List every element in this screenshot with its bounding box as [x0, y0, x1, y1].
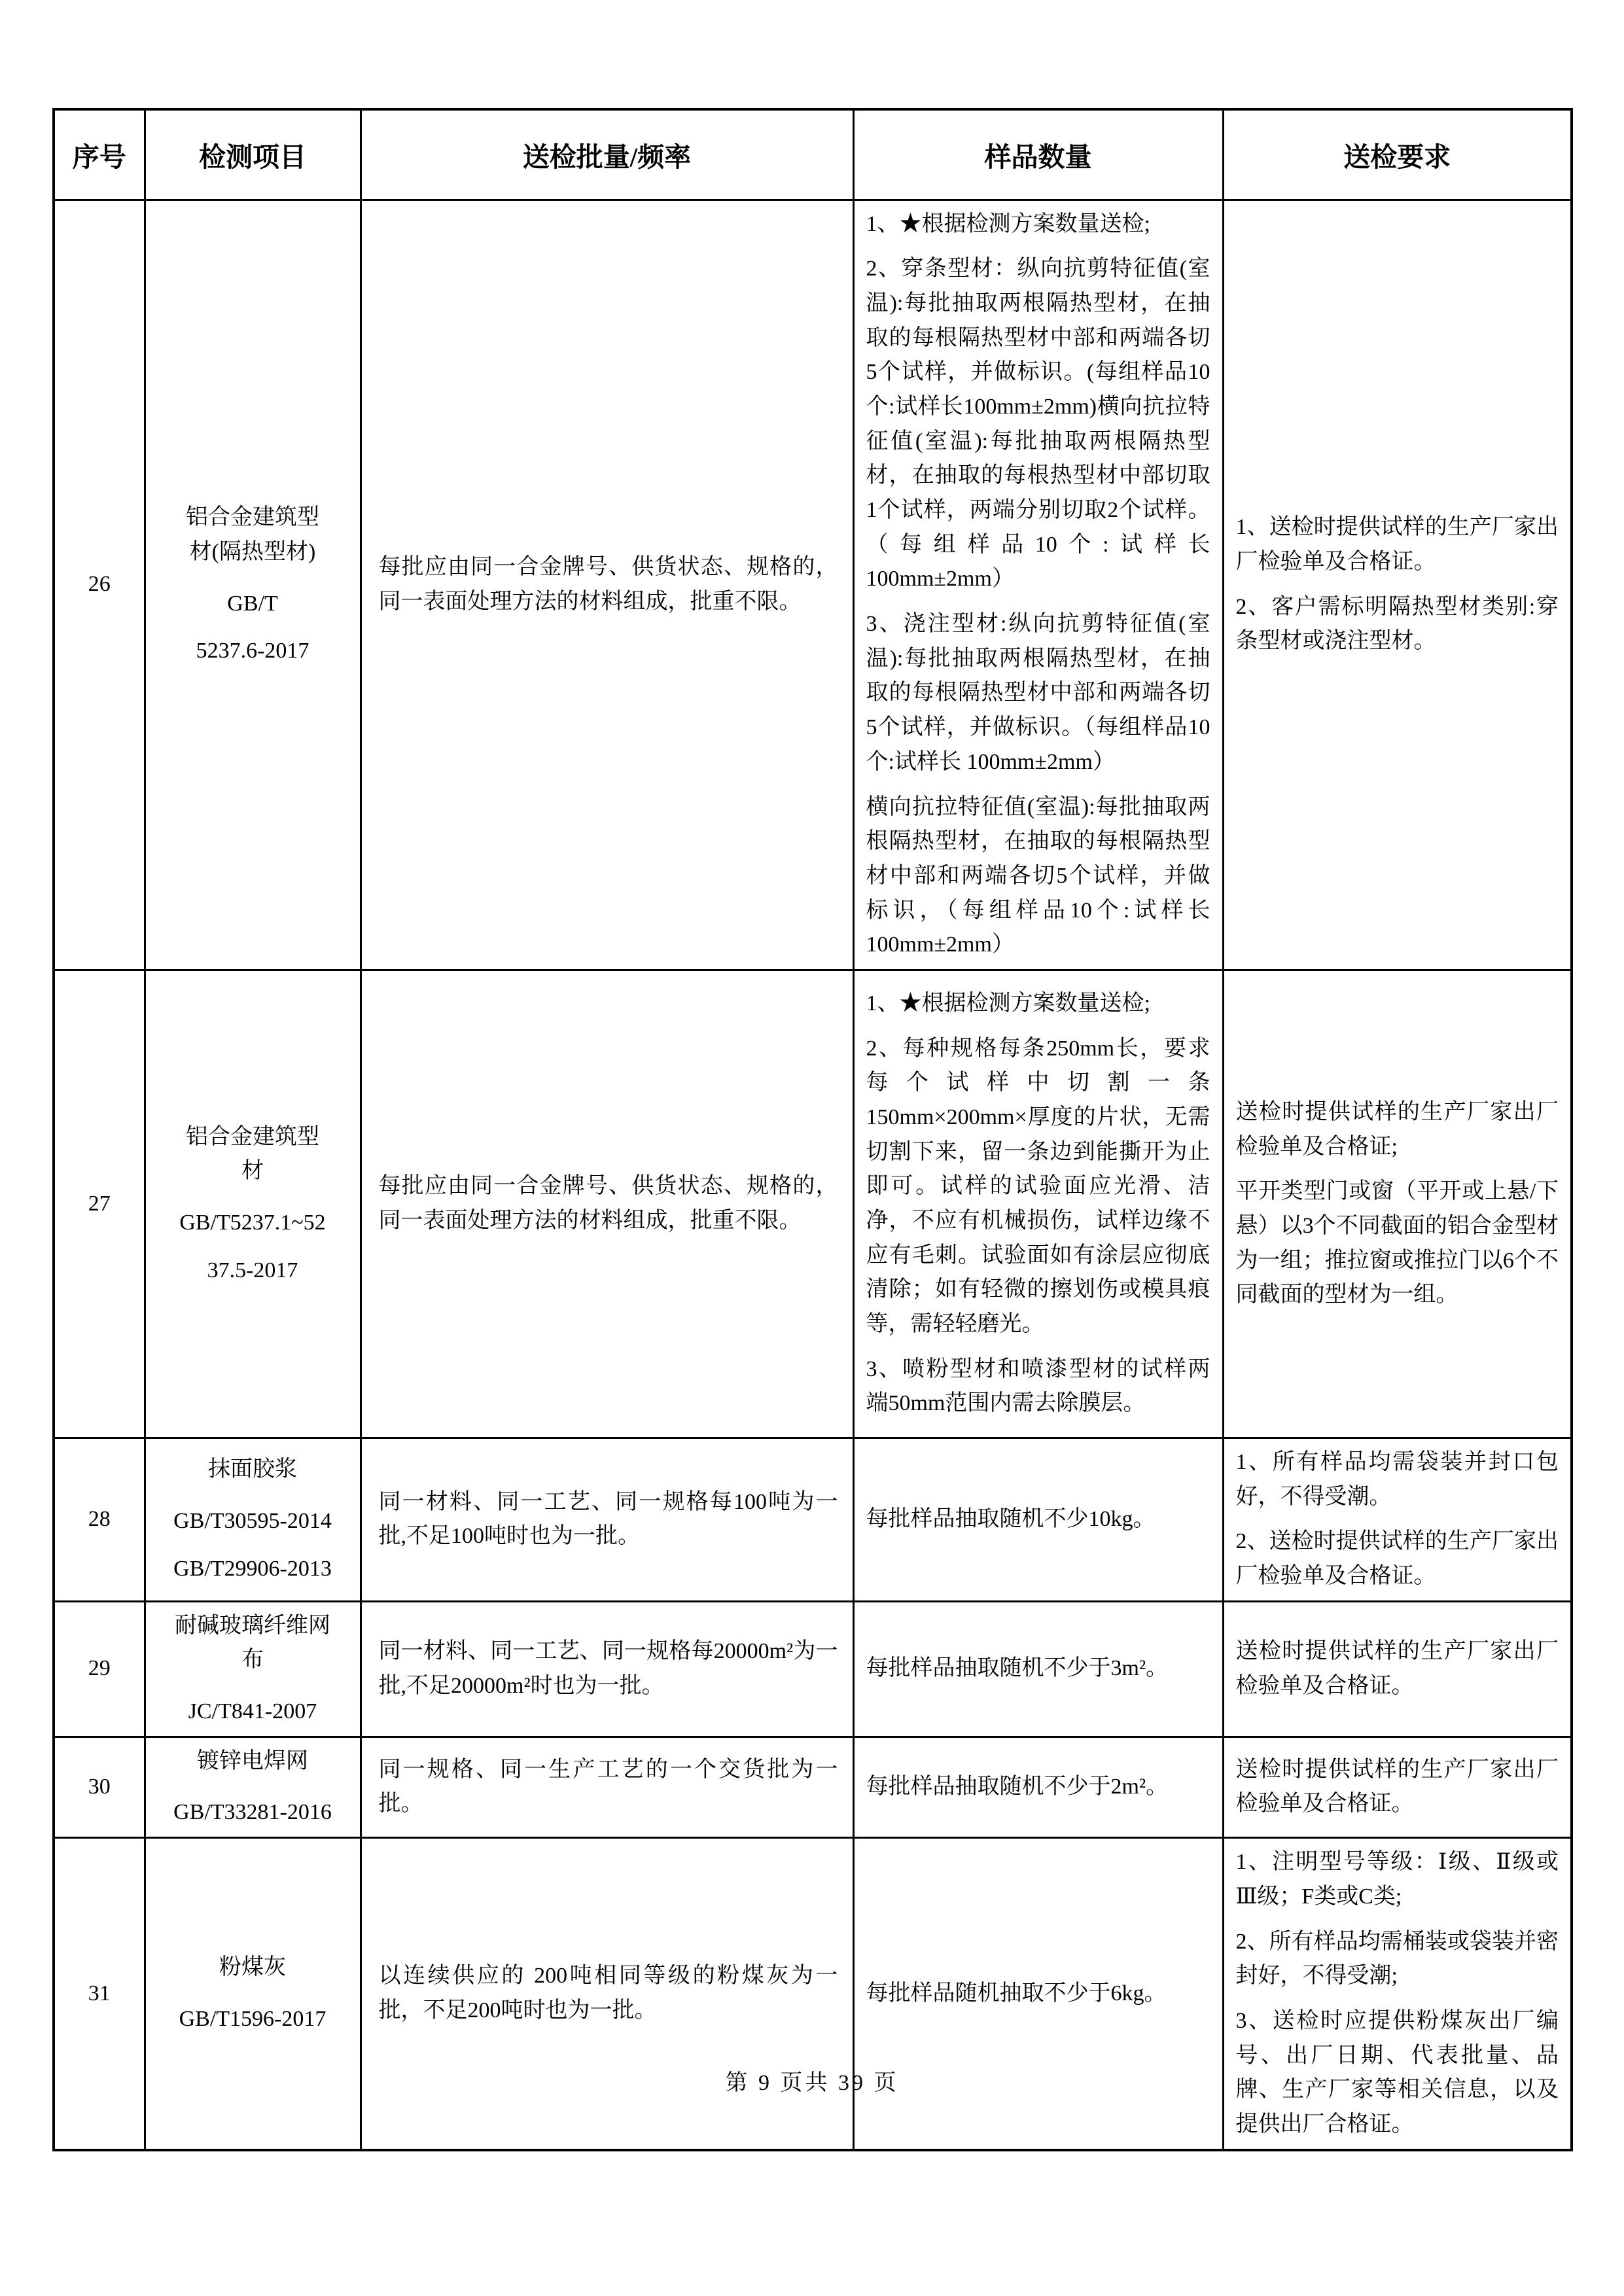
- item-name: 镀锌电焊网: [197, 1748, 308, 1773]
- item-name: 耐碱玻璃纤维网 布: [175, 1613, 330, 1672]
- header-row: [54, 109, 1572, 200]
- item-name: 抹面胶浆: [208, 1457, 297, 1482]
- page-footer: 第 9 页共 39 页: [725, 2071, 899, 2095]
- item-standard: GB/T30595-2014 GB/T29906-2013: [173, 1508, 332, 1581]
- header-sample: 样品数量: [853, 109, 1223, 200]
- row-no: 28: [54, 1438, 145, 1601]
- item-name: 铝合金建筑型 材(隔热型材): [186, 505, 319, 565]
- submission-requirement: 送检时提供试样的生产厂家出厂检验单及合格证。: [1223, 1737, 1572, 1837]
- item-standard: JC/T841-2007: [188, 1699, 317, 1724]
- header-no: 序号: [54, 109, 145, 200]
- table-row: [54, 1838, 1572, 2150]
- sample-quantity: 每批样品抽取随机不少于3m²。: [853, 1601, 1223, 1737]
- test-item: [145, 1601, 361, 1737]
- batch-rule: 每批应由同一合金牌号、供货状态、规格的，同一表面处理方法的材料组成，批重不限。: [361, 200, 853, 970]
- inspection-table: [52, 108, 1573, 2151]
- batch-rule: 同一材料、同一工艺、同一规格每100吨为一批,不足100吨时也为一批。: [361, 1438, 853, 1601]
- row-no: 26: [54, 200, 145, 970]
- item-name: 铝合金建筑型 材: [186, 1124, 319, 1184]
- table-row: [54, 200, 1572, 970]
- sample-quantity: 1、★根据检测方案数量送检; 2、穿条型材：纵向抗剪特征值(室温):每批抽取两根隔热型材，在抽取的每根隔热型材中部和两端各切5个试样，并做标识。(每组样品10个:试样长100mm±2mm)横向抗拉特征值(室温):每批抽取两根隔热型材，在抽取的每根热型材中部切取1个试样，两端分别切取2个试样。（每组样品10个:试样长100mm±2mm） 3、浇注型材:纵向抗剪特征值(室温):每批抽取两根隔热型材，在抽取的每根隔热型材中部和两端各切5个试样，并做标识。（每组样品10个:试样长 100mm±2mm） 横向抗拉特征值(室温):每批抽取两根隔热型材，在抽取的每根隔热型材中部和两端各切5个试样，并做标识，（每组样品10个:试样长100mm±2mm）: [853, 200, 1223, 970]
- row-no: 29: [54, 1601, 145, 1737]
- batch-rule: 同一规格、同一生产工艺的一个交货批为一批。: [361, 1737, 853, 1837]
- table-row: [54, 1737, 1572, 1837]
- header-req: 送检要求: [1223, 109, 1572, 200]
- sample-quantity: 每批样品抽取随机不少10kg。: [853, 1438, 1223, 1601]
- header-batch: 送检批量/频率: [361, 109, 853, 200]
- submission-requirement: 1、所有样品均需袋装并封口包好，不得受潮。 2、送检时提供试样的生产厂家出厂检验单及合格证。: [1223, 1438, 1572, 1601]
- item-standard: GB/T33281-2016: [173, 1800, 332, 1825]
- row-no: 31: [54, 1838, 145, 2150]
- batch-rule: 每批应由同一合金牌号、供货状态、规格的，同一表面处理方法的材料组成，批重不限。: [361, 970, 853, 1438]
- test-item: [145, 1438, 361, 1601]
- submission-requirement: 1、送检时提供试样的生产厂家出厂检验单及合格证。 2、客户需标明隔热型材类别:穿条型材或浇注型材。: [1223, 200, 1572, 970]
- item-standard: GB/T 5237.6-2017: [196, 591, 309, 663]
- row-no: 27: [54, 970, 145, 1438]
- test-item: [145, 200, 361, 970]
- table-row: [54, 1601, 1572, 1737]
- item-standard: GB/T5237.1~52 37.5-2017: [179, 1210, 326, 1282]
- sample-quantity: 1、★根据检测方案数量送检; 2、每种规格每条250mm长，要求每个试样中切割一条150mm×200mm×厚度的片状，无需切割下来，留一条边到能撕开为止即可。试样的试验面应光滑、洁净，不应有机械损伤，试样边缘不应有毛刺。试验面如有涂层应彻底清除；如有轻微的擦划伤或模具痕等，需轻轻磨光。 3、喷粉型材和喷漆型材的试样两端50mm范围内需去除膜层。: [853, 970, 1223, 1438]
- batch-rule: 同一材料、同一工艺、同一规格每20000m²为一批,不足20000m²时也为一批。: [361, 1601, 853, 1737]
- submission-requirement: 送检时提供试样的生产厂家出厂检验单及合格证。: [1223, 1601, 1572, 1737]
- test-item: [145, 970, 361, 1438]
- table-row: [54, 970, 1572, 1438]
- sample-quantity: 每批样品抽取随机不少于2m²。: [853, 1737, 1223, 1837]
- table-row: [54, 1438, 1572, 1601]
- submission-requirement: 1、注明型号等级：Ⅰ级、Ⅱ级或Ⅲ级；F类或C类; 2、所有样品均需桶装或袋装并密封好，不得受潮; 3、送检时应提供粉煤灰出厂编号、出厂日期、代表批量、品牌、生产厂家等相关信息，以及提供出厂合格证。: [1223, 1838, 1572, 2150]
- sample-quantity: 每批样品随机抽取不少于6kg。: [853, 1838, 1223, 2150]
- row-no: 30: [54, 1737, 145, 1837]
- test-item: [145, 1838, 361, 2150]
- submission-requirement: 送检时提供试样的生产厂家出厂检验单及合格证; 平开类型门或窗（平开或上悬/下悬）以3个不同截面的铝合金型材为一组；推拉窗或推拉门以6个不同截面的型材为一组。: [1223, 970, 1572, 1438]
- item-name: 粉煤灰: [219, 1955, 286, 1980]
- item-standard: GB/T1596-2017: [179, 2006, 327, 2031]
- header-item: 检测项目: [145, 109, 361, 200]
- test-item: [145, 1737, 361, 1837]
- batch-rule: 以连续供应的 200吨相同等级的粉煤灰为一批，不足200吨时也为一批。: [361, 1838, 853, 2150]
